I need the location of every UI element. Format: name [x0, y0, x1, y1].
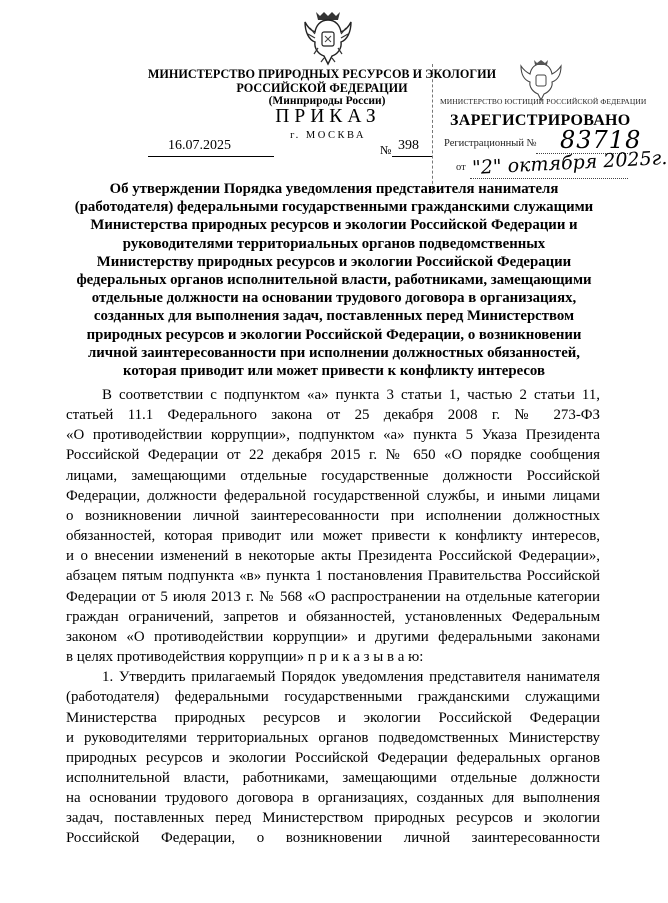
stamp-ministry-name: МИНИСТЕРСТВО ЮСТИЦИИ РОССИЙСКОЙ ФЕДЕРАЦИИ: [440, 97, 647, 106]
body-line: граждан ограничений, запретов и обязанностей, установленных Федеральным: [66, 608, 600, 625]
title-line: (работодателя) федеральными государственными гражданскими служащими: [74, 199, 594, 216]
title-line: которая приводит или может привести к конфликту интересов: [123, 363, 545, 380]
body-line: природных ресурсов и экологии Российской Федерации федеральных органов: [66, 749, 600, 766]
title-line: Об утверждении Порядка уведомления представителя нанимателя: [109, 181, 559, 197]
title-line: Министерству природных ресурсов и экологии Российской Федерации: [96, 253, 572, 270]
stamp-handwritten-date: "2" октября 2025г.: [471, 146, 668, 180]
body-line: о возникновении личной заинтересованности при исполнении должностных: [66, 507, 600, 524]
title-line: руководителями территориальных органов подведомственных: [122, 235, 546, 252]
body-line: Министерства природных ресурсов и экологии Российской Федерации: [66, 709, 600, 726]
number-underline: [392, 156, 432, 157]
body-line: (работодателя) федеральными государственными гражданскими служащими: [66, 689, 600, 706]
body-line: на основании трудового договора в организациях, созданных для выполнения: [66, 790, 600, 807]
stamp-registration-number: 83718: [560, 126, 642, 154]
stamp-border: [432, 64, 436, 194]
coat-of-arms-icon: [302, 8, 354, 68]
order-date: 16.07.2025: [168, 138, 231, 153]
stamp-registration-label: Регистрационный №: [444, 138, 537, 149]
body-line: 1. Утвердить прилагаемый Порядок уведомления представителя нанимателя: [102, 669, 600, 686]
title-line: природных ресурсов и экологии Российской Федерации, о возникновении: [86, 326, 582, 343]
body-line: законом «О противодействии коррупции» и другими федеральными законами: [66, 628, 600, 645]
body-line: и о внесении изменений в некоторые акты Президента Российской Федерации»,: [66, 548, 600, 565]
body-line: в целях противодействия коррупции» п р и к а з ы в а ю:: [66, 649, 424, 666]
stamp-registered-title: ЗАРЕГИСТРИРОВАНО: [450, 112, 631, 129]
title-line: федеральных органов исполнительной власти, работниками, замещающими: [76, 272, 592, 289]
body-line: Российской Федерации, о возникновении личной заинтересованности: [66, 830, 600, 847]
date-underline: [148, 156, 274, 157]
number-sign: №: [380, 143, 392, 157]
body-line: Федерации от 5 июля 2013 г. № 568 «О распространении на отдельные категории: [66, 588, 600, 605]
city-label: г. МОСКВА: [290, 130, 366, 141]
body-line: лицами, замещающими отдельные государственные должности Российской: [66, 467, 600, 484]
title-line: личной заинтересованности при исполнении должностных обязанностей,: [87, 344, 580, 361]
body-line: обязанностей, которая приводит или может привести к конфликту интересов,: [66, 528, 600, 545]
order-body: [66, 385, 600, 849]
body-line: задач, поставленных перед Министерством природных ресурсов и экологии: [66, 810, 600, 827]
ministry-name-line2: РОССИЙСКОЙ ФЕДЕРАЦИИ: [236, 81, 408, 95]
ministry-abbreviation: (Минприроды России): [268, 95, 386, 107]
body-line: Федерации, должности федеральной государственной службы, и иными лицами: [66, 487, 600, 504]
title-line: созданных для выполнения задач, поставленных перед Министерством: [93, 308, 575, 325]
order-title: [60, 180, 608, 380]
body-line: и руководителями территориальных органов подведомственных Министерству: [66, 729, 600, 746]
stamp-date-prefix: от: [456, 162, 466, 173]
body-line: Российской Федерации от 22 декабря 2015 г. № 650 «О порядке сообщения: [66, 447, 600, 464]
body-line: абзацем пятым подпункта «в» пункта 1 постановления Правительства Российской: [66, 568, 600, 585]
order-number: 398: [398, 138, 419, 153]
title-line: Министерства природных ресурсов и экологии Российской Федерации и: [90, 217, 578, 234]
body-line: статьей 11.1 Федерального закона от 25 декабря 2008 г. № 273-ФЗ: [66, 407, 600, 424]
ministry-name-line1: МИНИСТЕРСТВО ПРИРОДНЫХ РЕСУРСОВ И ЭКОЛОГИИ: [147, 67, 497, 81]
document-type-heading: ПРИКАЗ: [275, 106, 381, 127]
body-line: «О противодействии коррупции», подпунктом «а» пункта 5 Указа Президента: [66, 427, 600, 444]
body-line: исполнительной власти, работниками, замещающими отдельные должности: [66, 769, 600, 786]
title-line: отдельные должности на основании трудового договора в организациях,: [91, 290, 577, 307]
body-line: В соответствии с подпунктом «а» пункта 3 статьи 1, частью 2 статьи 11,: [102, 387, 600, 403]
